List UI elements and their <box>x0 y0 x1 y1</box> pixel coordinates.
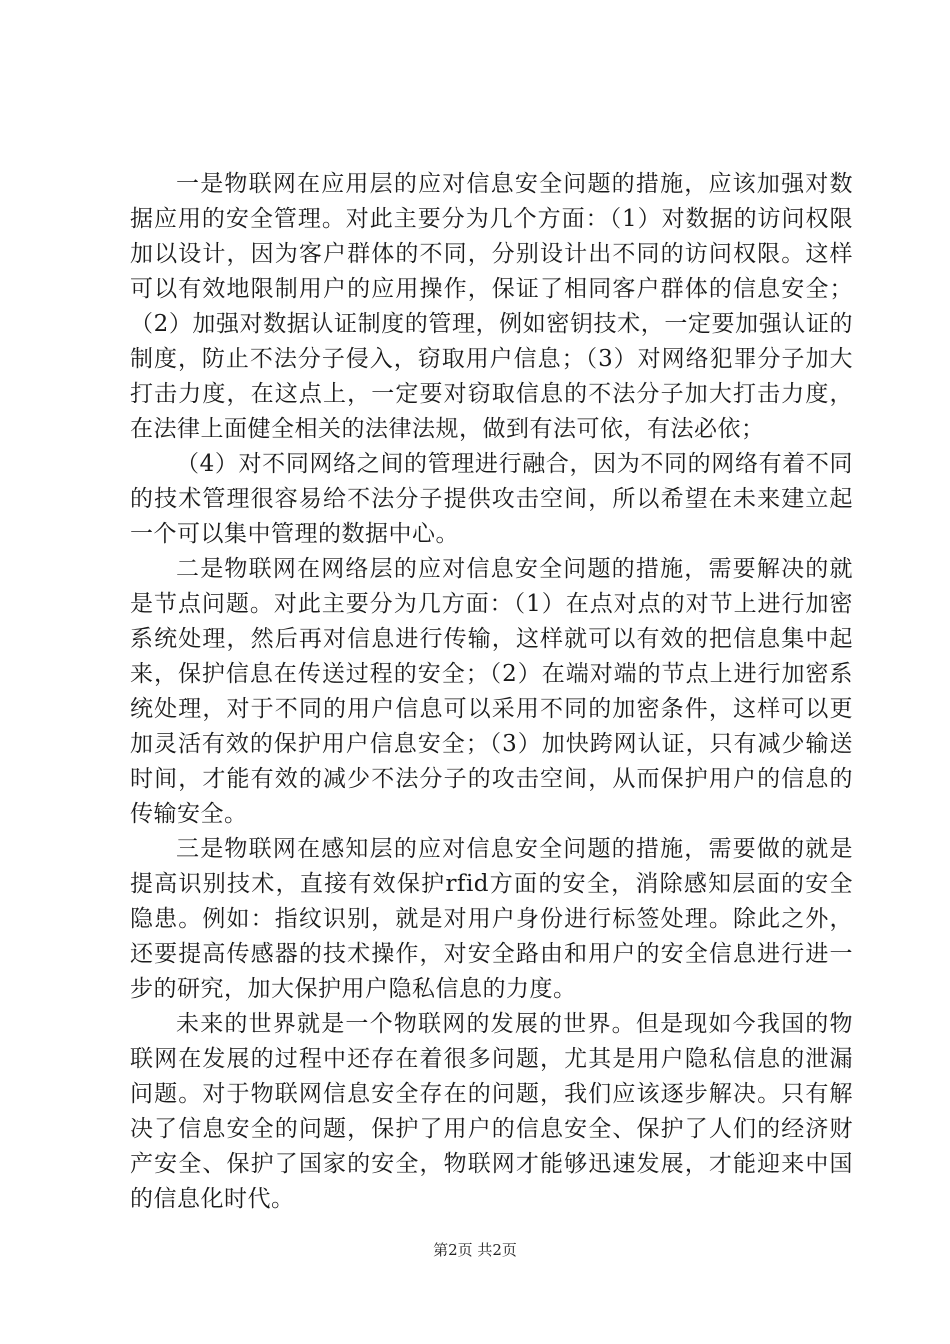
paragraph-network-fusion: （4）对不同网络之间的管理进行融合，因为不同的网络有着不同的技术管理很容易给不法分子提供攻击空间，所以希望在未来建立起一个可以集中管理的数据中心。 <box>130 451 853 547</box>
paragraph-conclusion: 未来的世界就是一个物联网的发展的世界。但是现如今我国的物联网在发展的过程中还存在着很多问题，尤其是用户隐私信息的泄漏问题。对于物联网信息安全存在的问题，我们应该逐步解决。只有解决了信息安全的问题，保护了用户的信息安全、保护了人们的经济财产安全、保护了国家的安全，物联网才能够迅速发展，才能迎来中国的信息化时代。 <box>130 1011 853 1212</box>
page-number-footer: 第2页 共2页 <box>433 1241 517 1259</box>
paragraph-application-layer: 一是物联网在应用层的应对信息安全问题的措施，应该加强对数据应用的安全管理。对此主要分为几个方面：（1）对数据的访问权限加以设计，因为客户群体的不同，分别设计出不同的访问权限。这样可以有效地限制用户的应用操作，保证了相同客户群体的信息安全；（2）加强对数据认证制度的管理，例如密钥技术，一定要加强认证的制度，防止不法分子侵入，窃取用户信息；（3）对网络犯罪分子加大打击力度，在这点上，一定要对窃取信息的不法分子加大打击力度，在法律上面健全相关的法律法规，做到有法可依，有法必依； <box>130 171 853 442</box>
document-body <box>130 167 853 1217</box>
paragraph-network-layer: 二是物联网在网络层的应对信息安全问题的措施，需要解决的就是节点问题。对此主要分为几方面：（1）在点对点的对节上进行加密系统处理，然后再对信息进行传输，这样就可以有效的把信息集中起来，保护信息在传送过程的安全；（2）在端对端的节点上进行加密系统处理，对于不同的用户信息可以采用不同的加密条件，这样可以更加灵活有效的保护用户信息安全；（3）加快跨网认证，只有减少输送时间，才能有效的减少不法分子的攻击空间，从而保护用户的信息的传输安全。 <box>130 556 853 827</box>
paragraph-perception-layer: 三是物联网在感知层的应对信息安全问题的措施，需要做的就是提高识别技术，直接有效保护rfid方面的安全，消除感知层面的安全隐患。例如：指纹识别，就是对用户身份进行标签处理。除此之外，还要提高传感器的技术操作，对安全路由和用户的安全信息进行进一步的研究，加大保护用户隐私信息的力度。 <box>130 836 853 1002</box>
